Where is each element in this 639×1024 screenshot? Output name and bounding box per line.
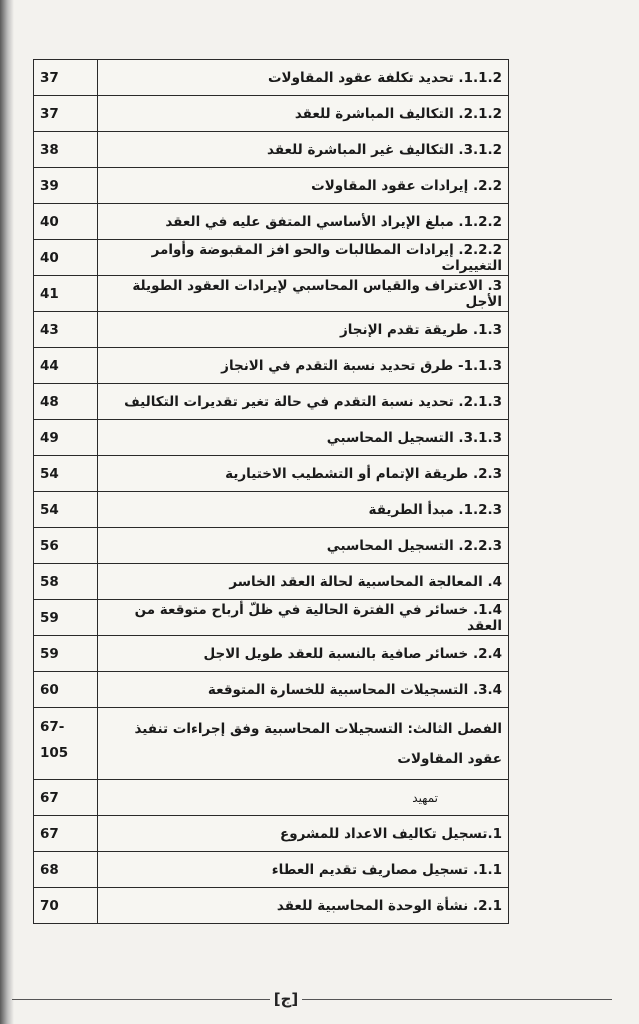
toc-entry-title: 1.3. طريقة تقدم الإنجاز	[98, 312, 509, 348]
page-binding-edge	[0, 0, 14, 1024]
toc-row	[34, 384, 509, 420]
toc-row	[34, 816, 509, 852]
toc-page-number: 54	[34, 492, 98, 528]
toc-entry-title: 2.2.2. إيرادات المطالبات والحو افز المقبوضة وأوامر التغييرات	[98, 240, 509, 276]
toc-row	[34, 456, 509, 492]
toc-entry-title: تمهيد	[98, 780, 509, 816]
toc-chapter-row	[34, 708, 509, 780]
toc-row	[34, 96, 509, 132]
toc-entry-title: 2.1.2. التكاليف المباشرة للعقد	[98, 96, 509, 132]
toc-entry-title: 1.1.3- طرق تحديد نسبة التقدم في الانجاز	[98, 348, 509, 384]
table-of-contents	[33, 59, 509, 924]
toc-row	[34, 348, 509, 384]
toc-row	[34, 240, 509, 276]
toc-entry-title: 3.1.3. التسجيل المحاسبي	[98, 420, 509, 456]
toc-page-number: 54	[34, 456, 98, 492]
toc-row	[34, 492, 509, 528]
toc-row	[34, 600, 509, 636]
footer-rule	[12, 999, 612, 1000]
toc-page-range-end: 105	[40, 745, 69, 761]
toc-entry-title: 1.4. خسائر في الفترة الحالية في ظلّ أرباح متوقعة من العقد	[98, 600, 509, 636]
toc-entry-title: 1.تسجيل تكاليف الاعداد للمشروع	[98, 816, 509, 852]
toc-row	[34, 420, 509, 456]
toc-entry-title: 2.1. نشأة الوحدة المحاسبية للعقد	[98, 888, 509, 924]
toc-entry-title: 2.4. خسائر صافية بالنسبة للعقد طويل الاجل	[98, 636, 509, 672]
toc-entry-title: 2.2.3. التسجيل المحاسبي	[98, 528, 509, 564]
toc-row	[34, 636, 509, 672]
toc-row	[34, 204, 509, 240]
toc-page-number: 59	[34, 636, 98, 672]
page-footer	[12, 984, 612, 1014]
toc-row	[34, 888, 509, 924]
toc-row	[34, 168, 509, 204]
toc-page-number: 44	[34, 348, 98, 384]
toc-chapter-title-line: عقود المقاولات	[397, 751, 502, 767]
toc-entry-title: 3.4. التسجيلات المحاسبية للخسارة المتوقعة	[98, 672, 509, 708]
toc-row	[34, 276, 509, 312]
toc-entry-title: 1.1. تسجيل مصاريف تقديم العطاء	[98, 852, 509, 888]
toc-page-number: 60	[34, 672, 98, 708]
toc-row	[34, 780, 509, 816]
toc-page-number: 41	[34, 276, 98, 312]
page-folio: [ج]	[270, 986, 302, 1012]
toc-page-number: 43	[34, 312, 98, 348]
toc-page-range	[34, 708, 98, 780]
toc-page-number: 70	[34, 888, 98, 924]
toc-chapter-title-line: الفصل الثالث: التسجيلات المحاسبية وفق إجراءات تنفيذ	[134, 721, 502, 737]
toc-entry-title: 2.1.3. تحديد نسبة التقدم في حالة تغير تقديرات التكاليف	[98, 384, 509, 420]
toc-page-number: 67	[34, 780, 98, 816]
toc-row	[34, 672, 509, 708]
toc-row	[34, 528, 509, 564]
toc-row	[34, 852, 509, 888]
toc-row	[34, 60, 509, 96]
toc-page-number: 37	[34, 96, 98, 132]
toc-entry-title: 1.2.2. مبلغ الإيراد الأساسي المتفق عليه في العقد	[98, 204, 509, 240]
toc-chapter-title	[98, 708, 509, 780]
toc-page-number: 67	[34, 816, 98, 852]
toc-entry-title: 1.2.3. مبدأ الطريقة	[98, 492, 509, 528]
toc-entry-title: 3. الاعتراف والقياس المحاسبي لإيرادات العقود الطويلة الأجل	[98, 276, 509, 312]
toc-page-number: 49	[34, 420, 98, 456]
toc-page-number: 48	[34, 384, 98, 420]
toc-row	[34, 312, 509, 348]
toc-row	[34, 132, 509, 168]
toc-page-number: 40	[34, 204, 98, 240]
toc-page-range-start: 67-	[40, 719, 65, 735]
toc-entry-title: 3.1.2. التكاليف غير المباشرة للعقد	[98, 132, 509, 168]
page-folio-letter: ج	[280, 990, 292, 1008]
toc-page-number: 68	[34, 852, 98, 888]
toc-entry-title: 2.2. إيرادات عقود المقاولات	[98, 168, 509, 204]
toc-row	[34, 564, 509, 600]
toc-page-number: 58	[34, 564, 98, 600]
toc-page-number: 38	[34, 132, 98, 168]
toc-entry-title: 2.3. طريقة الإتمام أو التشطيب الاختيارية	[98, 456, 509, 492]
toc-page-number: 39	[34, 168, 98, 204]
toc-page-number: 56	[34, 528, 98, 564]
toc-page-number: 37	[34, 60, 98, 96]
toc-entry-title: 4. المعالجة المحاسبية لحالة العقد الخاسر	[98, 564, 509, 600]
toc-entry-title: 1.1.2. تحديد تكلفة عقود المقاولات	[98, 60, 509, 96]
toc-page-number: 59	[34, 600, 98, 636]
toc-page-number: 40	[34, 240, 98, 276]
